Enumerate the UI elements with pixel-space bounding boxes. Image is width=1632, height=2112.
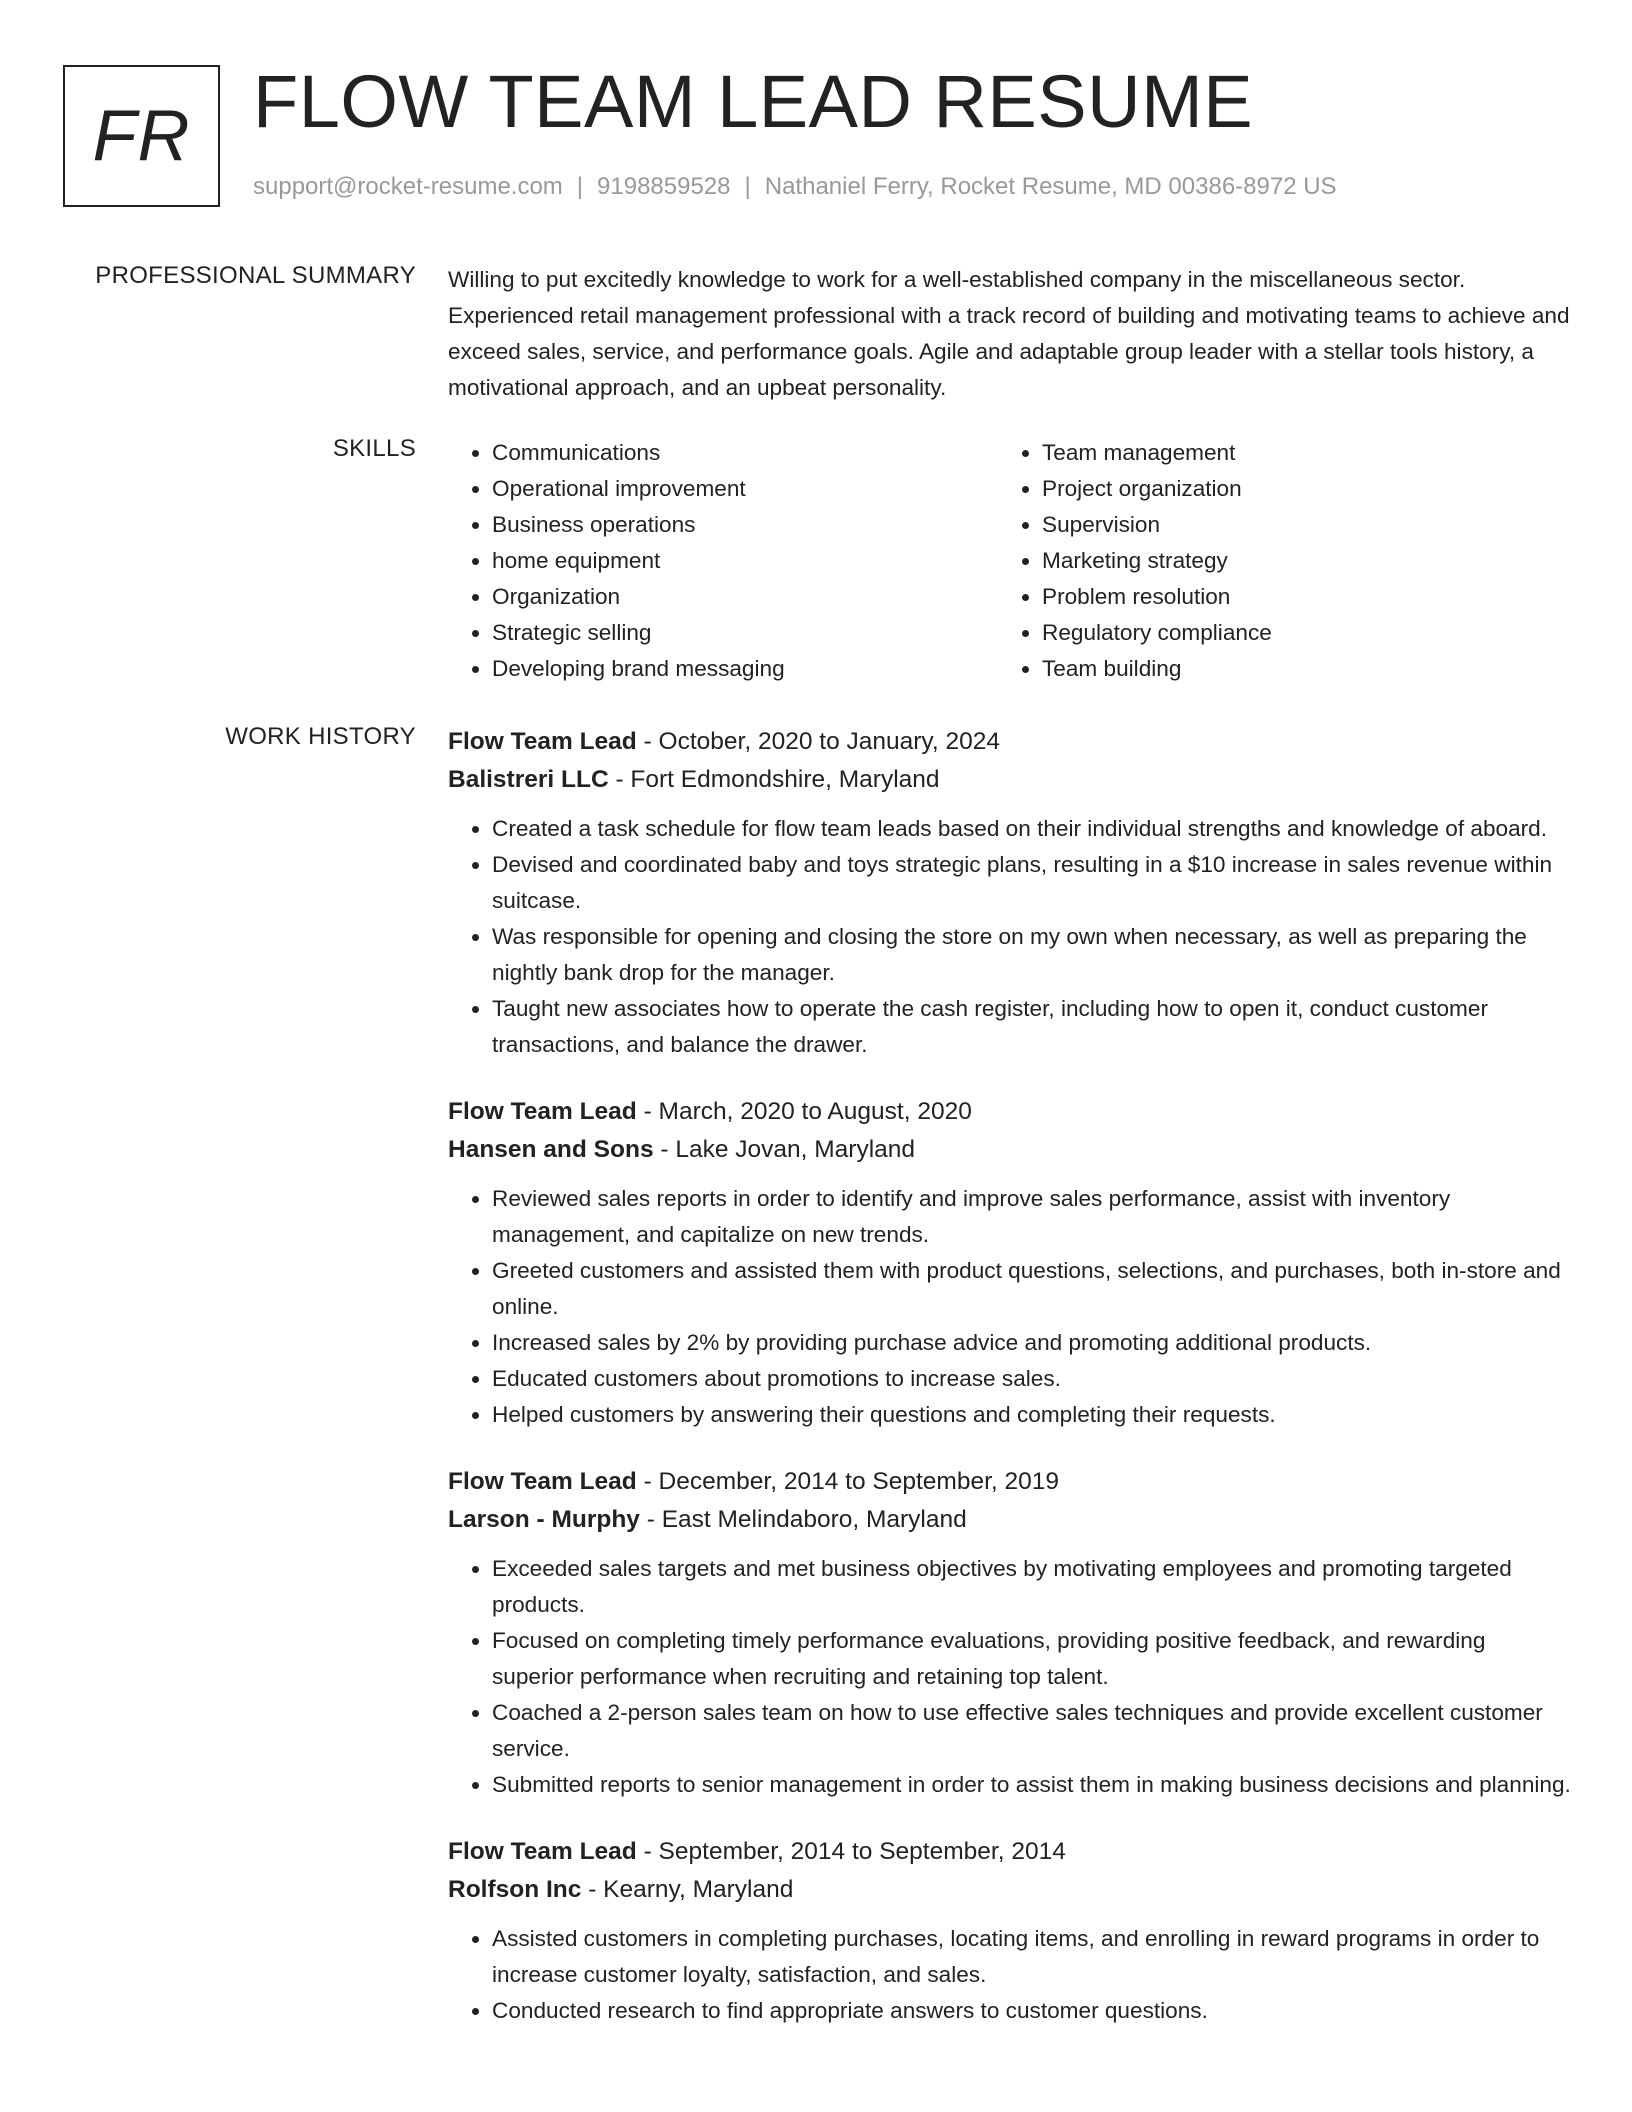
skill-item: • Marketing strategy: [1042, 543, 1548, 579]
job-bullet: • Focused on completing timely performance evaluations, providing positive feedback, and rewarding superior performance when recruiting and retaining top talent.: [492, 1623, 1572, 1695]
skill-item: • Problem resolution: [1042, 579, 1548, 615]
job-bullet: • Was responsible for opening and closing the store on my own when necessary, as well as preparing the nightly bank drop for the manager.: [492, 919, 1572, 991]
job-bullet: • Taught new associates how to operate the cash register, including how to open it, conduct customer transactions, and balance the drawer.: [492, 991, 1572, 1063]
summary-body: [448, 262, 1572, 406]
skill-item: • Operational improvement: [492, 471, 998, 507]
skill-item: • Strategic selling: [492, 615, 998, 651]
job-bullet: • Helped customers by answering their questions and completing their requests.: [492, 1397, 1572, 1433]
skill-item: • Communications: [492, 435, 998, 471]
job-title: Flow Team Lead: [448, 728, 637, 755]
job-title-line: [448, 1833, 1572, 1871]
contact-phone: 9198859528: [597, 173, 731, 200]
job-bullets: [448, 1921, 1572, 2029]
skill-item: • home equipment: [492, 543, 998, 579]
job-location: - Fort Edmondshire, Maryland: [608, 766, 940, 793]
contact-address: Nathaniel Ferry, Rocket Resume, MD 00386-8972 US: [764, 173, 1337, 200]
job-location: - East Melindaboro, Maryland: [639, 1506, 967, 1533]
job-dates: - March, 2020 to August, 2020: [636, 1098, 972, 1125]
job-entry: [448, 1833, 1572, 2029]
job-location: - Kearny, Maryland: [581, 1876, 794, 1903]
skills-list-left: [448, 435, 998, 687]
skill-item: • Team management: [1042, 435, 1548, 471]
skills-list-right: [998, 435, 1548, 687]
skill-item: • Supervision: [1042, 507, 1548, 543]
job-company-line: [448, 761, 1572, 799]
job-bullet: • Educated customers about promotions to increase sales.: [492, 1361, 1572, 1397]
job-title: Flow Team Lead: [448, 1838, 637, 1865]
job-dates: - September, 2014 to September, 2014: [636, 1838, 1066, 1865]
skill-item: • Business operations: [492, 507, 998, 543]
skills-heading: SKILLS: [332, 435, 416, 462]
job-company: Rolfson Inc: [448, 1876, 582, 1903]
monogram-badge: FR: [63, 65, 220, 207]
job-entry: [448, 723, 1572, 1063]
job-title-line: [448, 1093, 1572, 1131]
job-bullet: • Created a task schedule for flow team leads based on their individual strengths and knowledge of aboard.: [492, 811, 1572, 847]
job-company-line: [448, 1131, 1572, 1169]
contact-email: support@rocket-resume.com: [253, 173, 563, 200]
skill-item: • Developing brand messaging: [492, 651, 998, 687]
job-title: Flow Team Lead: [448, 1468, 637, 1495]
job-bullet: • Devised and coordinated baby and toys strategic plans, resulting in a $10 increase in sales revenue within suitcase.: [492, 847, 1572, 919]
job-bullet: • Increased sales by 2% by providing purchase advice and promoting additional products.: [492, 1325, 1572, 1361]
job-title-line: [448, 1463, 1572, 1501]
job-company-line: [448, 1501, 1572, 1539]
job-bullet: • Exceeded sales targets and met business objectives by motivating employees and promoting targeted products.: [492, 1551, 1572, 1623]
job-company: Balistreri LLC: [448, 766, 609, 793]
job-entry: [448, 1093, 1572, 1433]
contact-separator: |: [576, 173, 584, 200]
summary-text: Willing to put excitedly knowledge to work for a well-established company in the miscellaneous sector. Experienced retail management professional with a track record of building and motivating teams to achieve and exceed sales, service, and performance goals. Agile and adaptable group leader with a stellar tools history, a motivational approach, and an upbeat personality.: [448, 267, 1570, 400]
job-bullets: [448, 1181, 1572, 1433]
job-dates: - October, 2020 to January, 2024: [636, 728, 1000, 755]
summary-heading: PROFESSIONAL SUMMARY: [95, 262, 416, 289]
page-title: FLOW TEAM LEAD RESUME: [253, 60, 1254, 143]
job-company: Hansen and Sons: [448, 1136, 654, 1163]
job-bullet: • Greeted customers and assisted them with product questions, selections, and purchases, both in-store and online.: [492, 1253, 1572, 1325]
work-history-heading: WORK HISTORY: [225, 723, 416, 750]
job-entry: [448, 1463, 1572, 1803]
resume-header: [63, 60, 1572, 210]
job-bullet: • Reviewed sales reports in order to identify and improve sales performance, assist with inventory management, and capitalize on new trends.: [492, 1181, 1572, 1253]
job-company-line: [448, 1871, 1572, 1909]
job-bullets: [448, 1551, 1572, 1803]
job-title: Flow Team Lead: [448, 1098, 637, 1125]
job-bullet: • Coached a 2-person sales team on how to use effective sales techniques and provide excellent customer service.: [492, 1695, 1572, 1767]
contact-separator: |: [744, 173, 751, 200]
skill-item: • Project organization: [1042, 471, 1548, 507]
job-dates: - December, 2014 to September, 2019: [636, 1468, 1059, 1495]
skills-body: [448, 435, 1572, 687]
work-history-body: [448, 723, 1572, 2059]
job-location: - Lake Jovan, Maryland: [653, 1136, 916, 1163]
skill-item: • Organization: [492, 579, 998, 615]
job-title-line: [448, 723, 1572, 761]
job-bullet: • Conducted research to find appropriate answers to customer questions.: [492, 1993, 1572, 2029]
skill-item: • Regulatory compliance: [1042, 615, 1548, 651]
job-company: Larson - Murphy: [448, 1506, 640, 1533]
job-bullets: [448, 811, 1572, 1063]
contact-line: [253, 173, 1337, 201]
skills-columns: [448, 435, 1572, 687]
job-bullet: • Assisted customers in completing purchases, locating items, and enrolling in reward programs in order to increase customer loyalty, satisfaction, and sales.: [492, 1921, 1572, 1993]
skill-item: • Team building: [1042, 651, 1548, 687]
job-bullet: • Submitted reports to senior management in order to assist them in making business decisions and planning.: [492, 1767, 1572, 1803]
